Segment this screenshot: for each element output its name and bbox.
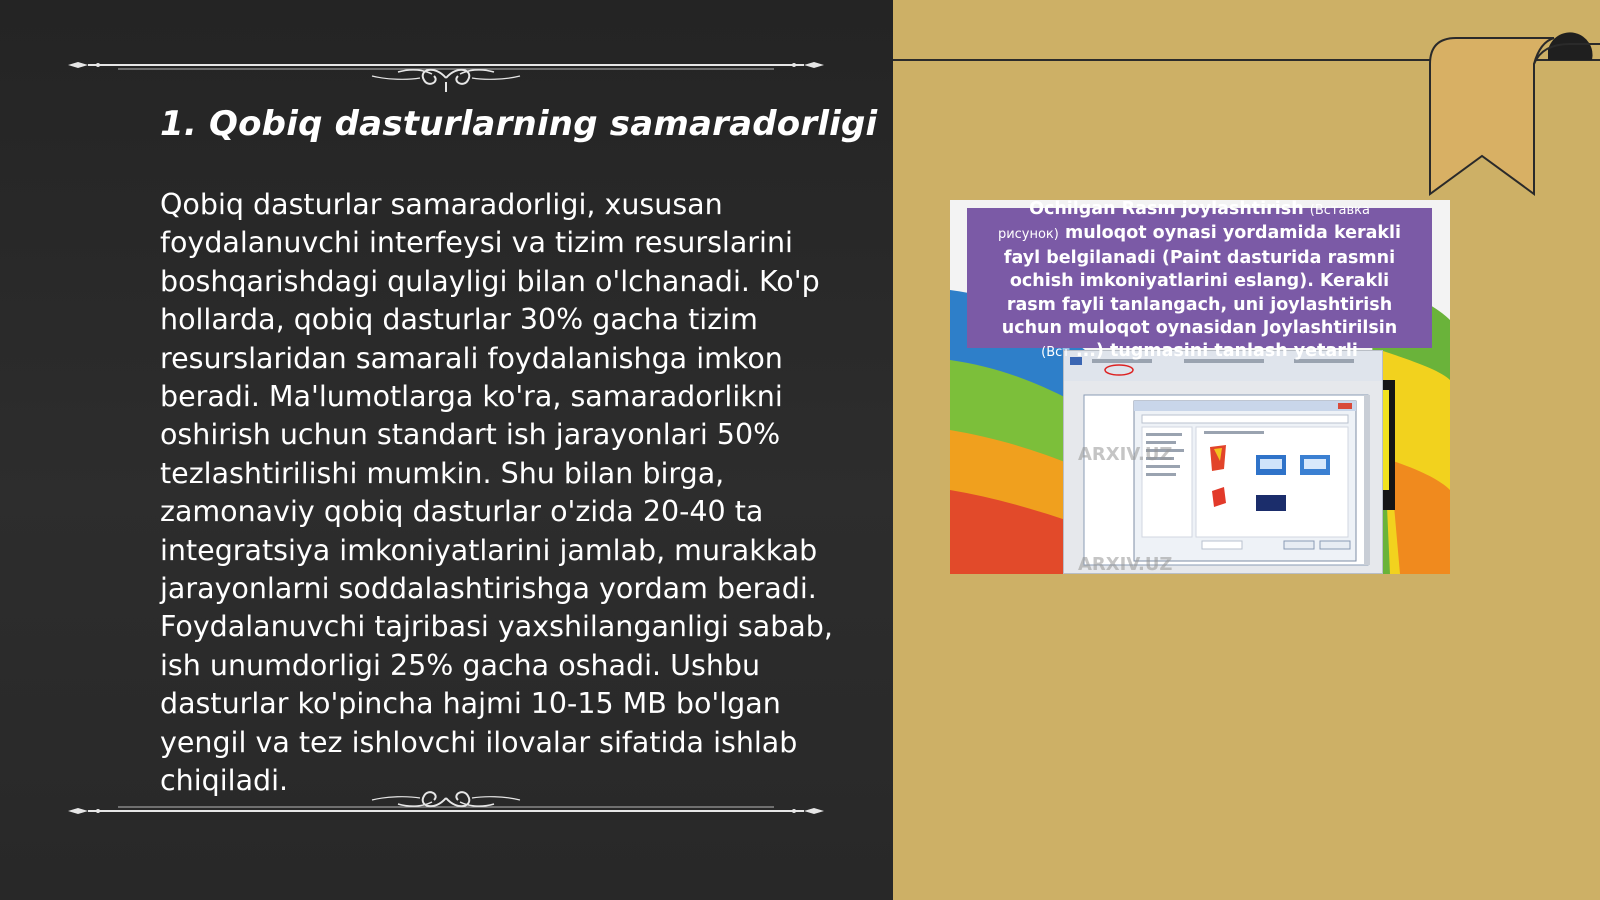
bookmark-ribbon [1430,34,1600,204]
slide-body-text: Qobiq dasturlar samaradorligi, xususan foydalanuvchi interfeysi va tizim resurslarini boshqarishdagi qulayligi bilan o'lchanadi. Ko'p hollarda, qobiq dasturlar 30% gacha tizim resurslaridan samarali foydalanishga imkon beradi. Ma'lumotlarga ko'ra, samaradorlikni oshirish uchun standart ish jarayonlari 50% tezlashtirilishi mumkin. Shu bilan birga, zamonaviy qobiq dasturlar o'zida 20-40 ta integratsiya imkoniyatlarini jamlab, murakkab jarayonlarni soddalashtirishga yordam beradi. Foydalanuvchi tajribasi yaxshilanganligi sabab, ish unumdorligi 25% gacha oshadi. Ushbu dasturlar ko'pincha hajmi 10-15 MB bo'lgan yengil va tez ishlovchi ilovalar sifatida ishlab chiqiladi. [160,188,833,798]
instruction-screenshot-image [950,200,1450,574]
caption-line: fayl belgilanadi (Paint dasturida rasmni [1003,247,1396,268]
caption-line: Ochilgan Rasm joylashtirish (Вставка [1029,199,1370,219]
caption-line: rasm fayli tanlangach, uni joylashtirish [1006,294,1393,315]
caption-line: uchun muloqot oynasidan Joylashtirilsin [1001,318,1398,339]
watermark-top: ARXIV.UZ [1078,444,1173,465]
slide-title: 1. Qobiq dasturlarning samaradorligi [160,104,878,144]
top-ornament-divider [68,44,824,92]
bottom-ornament-divider [68,784,824,832]
caption-line: ochish imkoniyatlarini eslang). Kerakli [1009,271,1390,292]
caption-line: (Вст ...) tugmasini tanlash yetarli [1041,341,1358,362]
caption-line: рисунок) muloqot oynasi yordamida kerakli [997,223,1402,244]
instruction-caption [967,199,1432,362]
watermark-bottom: ARXIV.UZ [1078,554,1173,575]
